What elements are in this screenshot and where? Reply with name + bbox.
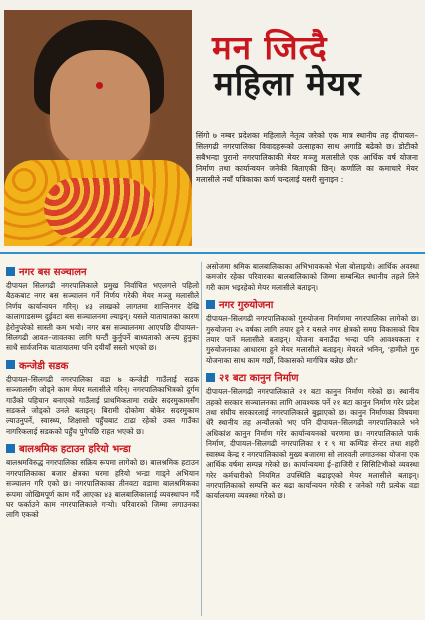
photo-face [50, 50, 150, 170]
photo-garland-red [44, 178, 154, 238]
section-heading [6, 358, 199, 372]
section-heading [6, 264, 199, 278]
square-bullet-icon [6, 360, 15, 369]
header-section [0, 0, 425, 248]
column-divider [201, 262, 202, 616]
heading-text: बालश्रमिक हटाउन हरियो भन्डा [19, 444, 131, 456]
left-column [6, 262, 199, 525]
heading-text: नगर बस सञ्चालन [19, 267, 87, 278]
square-bullet-icon [206, 300, 215, 309]
section-heading [206, 297, 419, 311]
section-body: दीपायल–सिलगढी नगरपालिका वडा ७ कन्जेडी गाउँलाई सडक सञ्जालसँग जोड्ने काम मेयर मलासीले गरिन्। नगरपालिकाभित्रको दुर्गम गाउँको पहिचान बनाएको गाउँलाई प्राथमिकतामा राखेर सदरमुकामसँग सडकले जोड्को उनले बताइन्। बिरामी दोकोमा बोकेर सदरमुकाम ल्याउनुपर्ने, स्वास्थ्य, शिक्षासो पहुँचबाट टाढा रहेको उक्त गाउँका नागरिकलाई सडकको पहुँच पुगेपछि राहत भएको छ। [6, 374, 199, 436]
heading-text: कन्जेडी सडक [19, 360, 69, 372]
section-body: दीपायल–सिलगढी नगरपालिकाले २१ बटा कानुन निर्माण गरेको छ। स्थानीय तहको सरकार सञ्चालनका लागि आवश्यक पर्ने २१ बटा कानुन निर्माण गरेर प्रदेश तथा संघीय सरकारलाई नगरपालिकाले बुझाएको छ। कानुन निर्माणका विषयमा धेरै स्थानीय तह अन्यौलको भए पनि दीपायल–सिलगढी नगरपालिकाले भने अधिकांश कानुन निर्माण गरेर कार्यान्वयनको चरणमा छ। नगरपालिकाले पार्क निर्माण, दीपायल–सिलगढी नगरपालिका १ र ९ मा कम्पिङ सेन्टर तथा शहरी स्वास्थ्य केन्द्र र नगरपालिकाको मुख्य बजारमा सो लारवती लगाउनका योजना एक आर्थिक वर्षमा सम्पन्न गरेको छ। कार्यान्वयमा ई–हाजिरी र सिसिटिभीको व्यवस्था गरेर कर्मचारीको नियमित उपस्थिति बढाइएको मेयर मलासीले बताइन्। नगरपालिकाको सम्पत्ति कर बढा कार्यान्वयन गरेकी र जनेको गरी प्रत्येक वडा कार्यालयमा व्यवस्था गरेको छ। [206, 387, 419, 501]
right-column [206, 262, 419, 506]
section-body: दीपायल सिलगढी नगरपालिकाले प्रमुख निर्वाचित भएलगत्ते पहिलो बैठकबाट नगर बस सञ्चालन गर्ने निर्णय गरेकी मेयर मञ्जु मलासीले निर्णय कार्यान्वयन गरिन्। ४३ लाखको लागतमा शान्तिनगर देखि कालागाडसम्म दुईवटा बस सञ्चालनमा ल्याइन्। यसले यातायातका कारण हेरोनुपरेको सास्ती कम भयो। नगर बस सञ्चालनमा आएपछि दीपायल–सिलगढी आवत–जावतका लागि घन्टौं कुर्नुपर्ने बाध्यताको अन्त्य हुनुका साथै सार्वजनिक यातायातमा पनि दयीयाँ सस्तो भएको छ। [6, 281, 199, 353]
section-heading [6, 441, 199, 455]
mayor-photo [4, 10, 192, 246]
heading-text: नगर गुरुयोजना [219, 300, 274, 312]
heading-text: २१ बटा कानुन निर्माण [219, 373, 299, 385]
section-body: बालश्रमविरुद्ध नगरपालिका सक्रिय रूपमा लागेको छ। बालश्रमिक हटाउन नगरपालिकाका बजार क्षेत्रका घरमा हरियो भन्डा गाड्ने अभियान सञ्चालन गरि एको छ। नगरपालिकाका तीनवटा वडामा बालश्रमिकका रूपमा जोखिमपूर्ण काम गर्दै आएका ४३ बालबालिकालाई व्यवस्थापन गर्दै घर फर्काउने काम नगरपालिकाले गऱ्यो। परिवारको जिम्मा लगाउनका लागि एकको [6, 458, 199, 520]
continued-paragraph: असोजमा श्रमिक बालबालिकाका अभिभावकको भेला बोलाइयो। आर्थिक अवस्था कमजोर रहेका परिवारका बालबालिकाको जिम्मा सम्बन्धित स्थानीय तहले लिने गरी काम भइरहेको मेयर मलासीले बताइन्। [206, 262, 419, 292]
headline-line1: मन जित्दै [212, 28, 328, 67]
intro-paragraph: सिंगो ७ नम्बर प्रदेशका महिलाले नेतृत्व जरेको एक मात्र स्थानीय तह दीपायल–सिलगढी नगरपालिका विवादहरूको उत्साहका साथ अगाडि बढेको छ। डोटीको सबैभन्दा पुरानो नगरपालिकाकी मेयर मञ्जु मलासीले एक आर्थिक वर्ष योजना निर्माण तथा कार्यान्वयन जनेकी बिताएकी छिन्। कर्णालि का कमाचारे मेयर मलासीले नयाँ पत्रिकाका कर्ण चन्दलाई यसरी सुनाइन : [196, 131, 418, 184]
square-bullet-icon [6, 444, 15, 453]
section-body: दीपायल–सिलगढी नगरपालिकाको गुरुयोजना निर्माणमा नगरपालिका लागेको छ। गुरुयोजना २५ वर्षका लागि तयार हुने र यसले नगर क्षेत्रको समग्र विकासको चित्र तयार पार्ने मलासीले बताइन्। योजना बनाउँदा भन्दा पनि आवश्यकता र गुरुयोजनाका आधारमा हुने मेयर मलासीले बताइन्। मेयरले भनिन्, 'हामीले गुरु योजनाका साथ काम गर्छौ, विकासको मार्गचित्र बन्नेछ छौ।' [206, 314, 419, 365]
divider [0, 252, 425, 254]
square-bullet-icon [206, 373, 215, 382]
section-heading [206, 370, 419, 384]
photo-bindi [96, 82, 103, 89]
square-bullet-icon [6, 267, 15, 276]
headline-line2: महिला मेयर [214, 64, 362, 103]
